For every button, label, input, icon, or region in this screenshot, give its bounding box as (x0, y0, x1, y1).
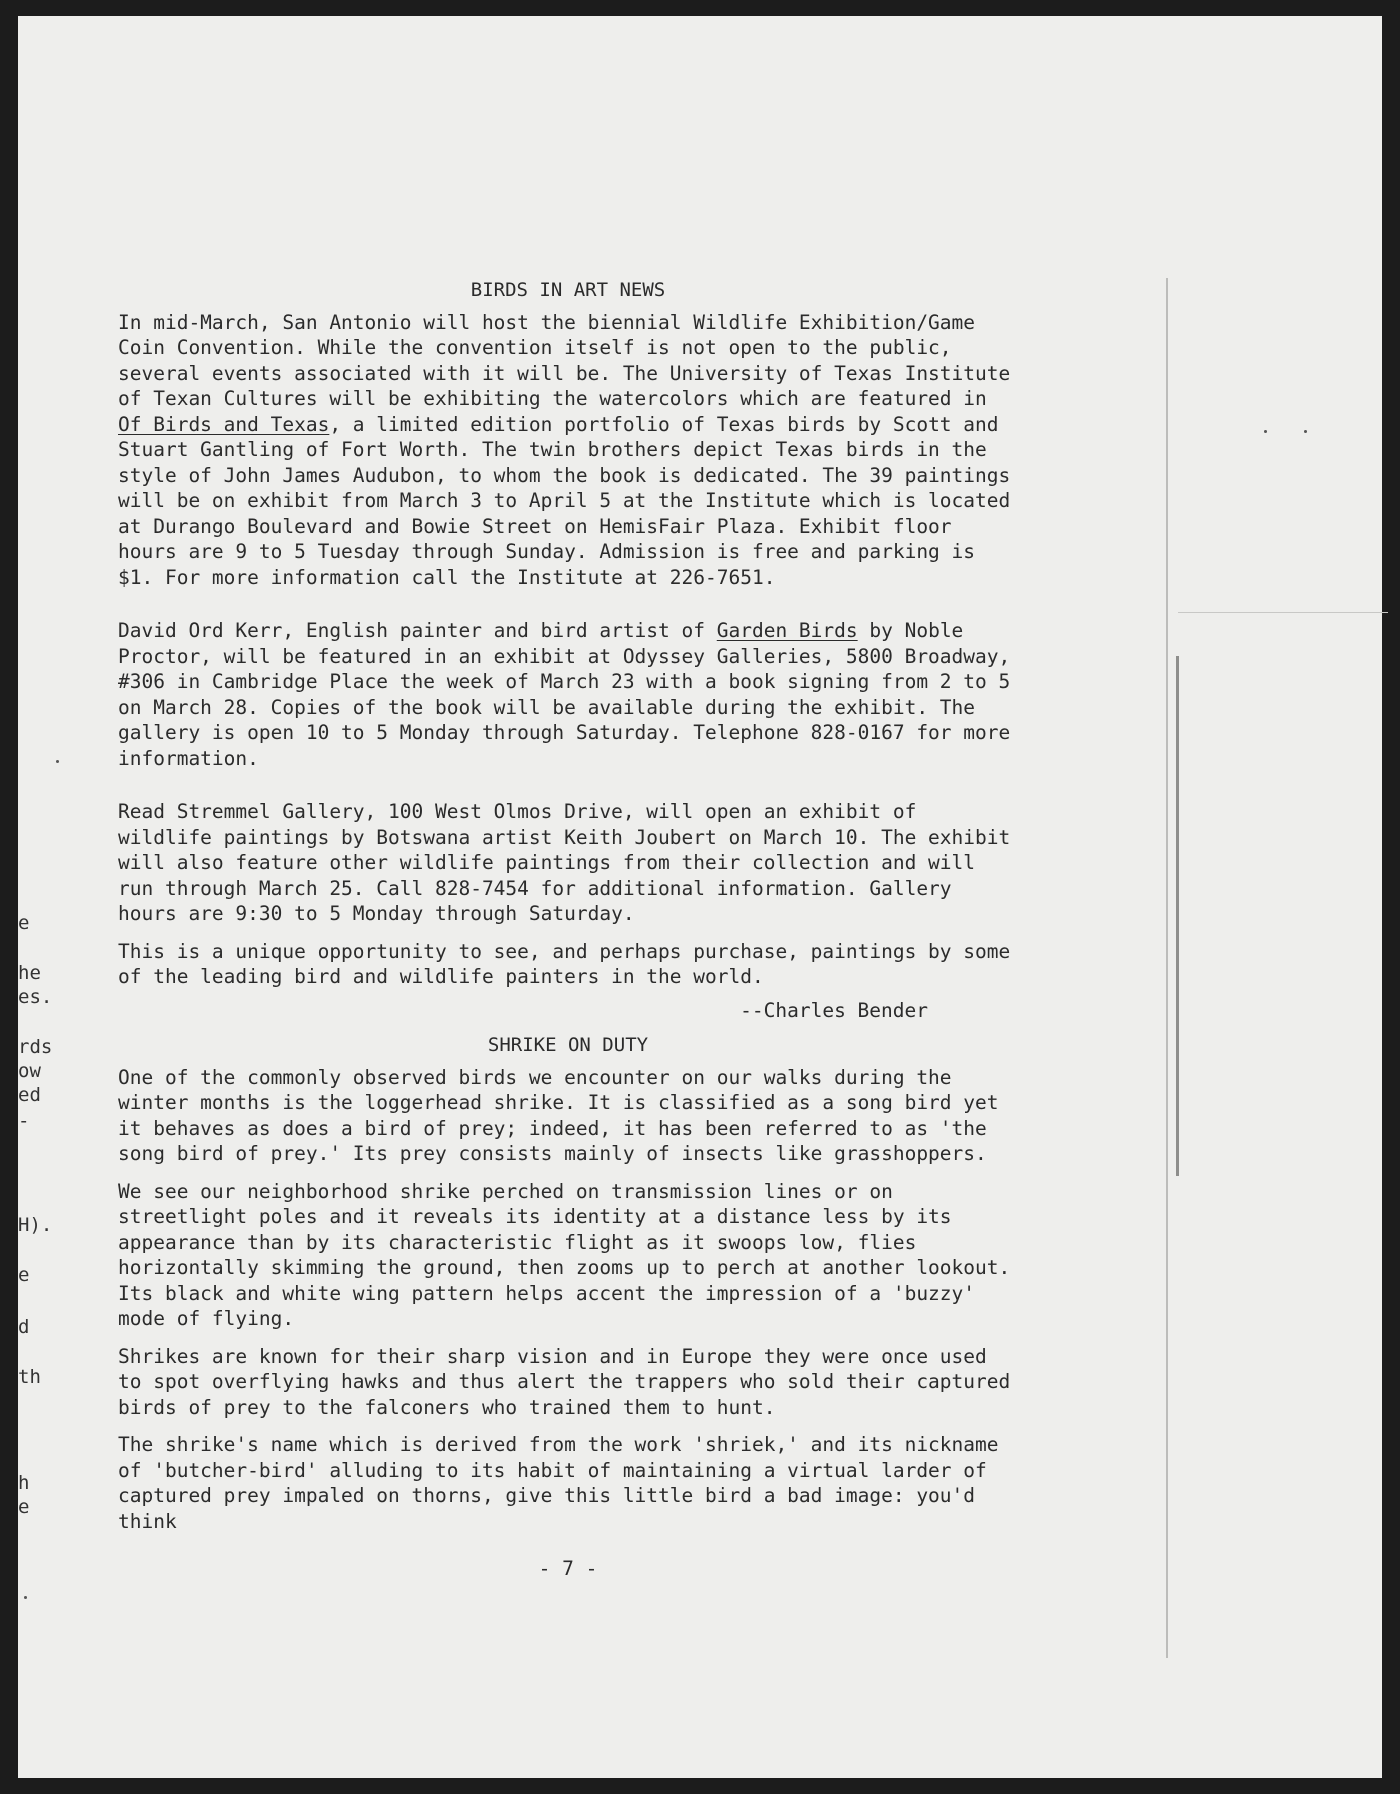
article-paragraph: Read Stremmel Gallery, 100 West Olmos Drive, will open an exhibit of wildlife paintings by Botswana artist Keith Joubert on March 10. The exhibit will also feature other wildlife paintings from their collection and will run through March 25. Call 828-7454 for additional information. Gallery hours are 9:30 to 5 Monday through Saturday. (118, 800, 1011, 925)
article-paragraph (118, 618, 1018, 771)
paragraph-text: David Ord Kerr, English painter and bird artist of (118, 619, 717, 642)
bleed-through-line (1178, 612, 1388, 613)
page-content (118, 278, 1018, 1582)
speck (1304, 430, 1307, 433)
book-title: Garden Birds (716, 619, 858, 642)
margin-fragment: he (18, 962, 41, 984)
book-title: Of Birds and Texas (118, 412, 330, 436)
bleed-through-rule (1166, 278, 1168, 1658)
document-page (18, 16, 1382, 1778)
margin-fragment: ed (18, 1084, 41, 1106)
speck (56, 760, 59, 763)
margin-fragment: rds (18, 1036, 53, 1058)
paragraph-text: , a limited edition portfolio of Texas birds by Scott and Stuart Gantling of Fort Worth. The twin brothers depict Texas birds in the style of John James Audubon, to whom the book is dedicated. The 39 paintings will be on exhibit from March 3 to April 5 at the Institute which is located at Durango Boulevard and Bowie Street on HemisFair Plaza. Exhibit floor hours are 9 to 5 Tuesday through Sunday. Admission is free and parking is $1. For more information call the Institute at 226-7651. (118, 412, 1011, 589)
author-signature: --Charles Bender (740, 998, 928, 1022)
speck (1264, 430, 1267, 433)
speck (24, 1596, 27, 1599)
article-title: BIRDS IN ART NEWS (470, 279, 666, 301)
margin-fragment: h (18, 1472, 30, 1494)
margin-fragment: - (18, 1110, 30, 1132)
article-paragraph: One of the commonly observed birds we encounter on our walks during the winter months is the loggerhead shrike. It is classified as a song bird yet it behaves as does a bird of prey; indeed, it has been referred to as 'the song bird of prey.' Its prey consists mainly of insects like grasshoppers. (118, 1065, 999, 1165)
margin-fragment: H). (18, 1214, 53, 1236)
margin-fragment: ow (18, 1060, 41, 1082)
margin-fragment: e (18, 912, 30, 934)
margin-fragment: es. (18, 986, 53, 1008)
margin-fragment: th (18, 1366, 41, 1388)
paragraph-text: In mid-March, San Antonio will host the biennial Wildlife Exhibition/Game Coin Convention. While the convention itself is not open to the public, several events associated with it will be. The University of Texas Institute of Texan Cultures will be exhibiting the watercolors which are featured in (118, 310, 1011, 410)
page-number: - 7 - (538, 1557, 598, 1580)
article-paragraph: We see our neighborhood shrike perched on transmission lines or on streetlight poles and it reveals its identity at a distance less by its appearance than by its characteristic flight as it swoops low, flies horizontally skimming the ground, then zooms up to perch at another lookout. Its black and white wing pattern helps accent the impression of a 'buzzy' mode of flying. (118, 1179, 1011, 1330)
article-paragraph (118, 310, 1018, 591)
margin-fragment: d (18, 1316, 30, 1338)
margin-fragment: e (18, 1264, 30, 1286)
bleed-through-rule-dark (1176, 656, 1179, 1176)
margin-fragment: e (18, 1496, 30, 1518)
paragraph-text: by Noble Proctor, will be featured in an exhibit at Odyssey Galleries, 5800 Broadway, #306 in Cambridge Place the week of March 23 with a book signing from 2 to 5 on March 28. Copies of the book will be available during the exhibit. The gallery is open 10 to 5 Monday through Saturday. Telephone 828-0167 for more information. (118, 619, 1011, 770)
article-paragraph: Shrikes are known for their sharp vision and in Europe they were once used to spot overflying hawks and thus alert the trappers who sold their captured birds of prey to the falconers who trained them to hunt. (118, 1344, 1011, 1419)
article-title: SHRIKE ON DUTY (487, 1034, 649, 1056)
article-paragraph: This is a unique opportunity to see, and perhaps purchase, paintings by some of the leading bird and wildlife painters in the world. (118, 939, 1011, 988)
article-paragraph: The shrike's name which is derived from the work 'shriek,' and its nickname of 'butcher-bird' alluding to its habit of maintaining a virtual larder of captured prey impaled on thorns, give this little bird a bad image: you'd think (118, 1433, 999, 1533)
